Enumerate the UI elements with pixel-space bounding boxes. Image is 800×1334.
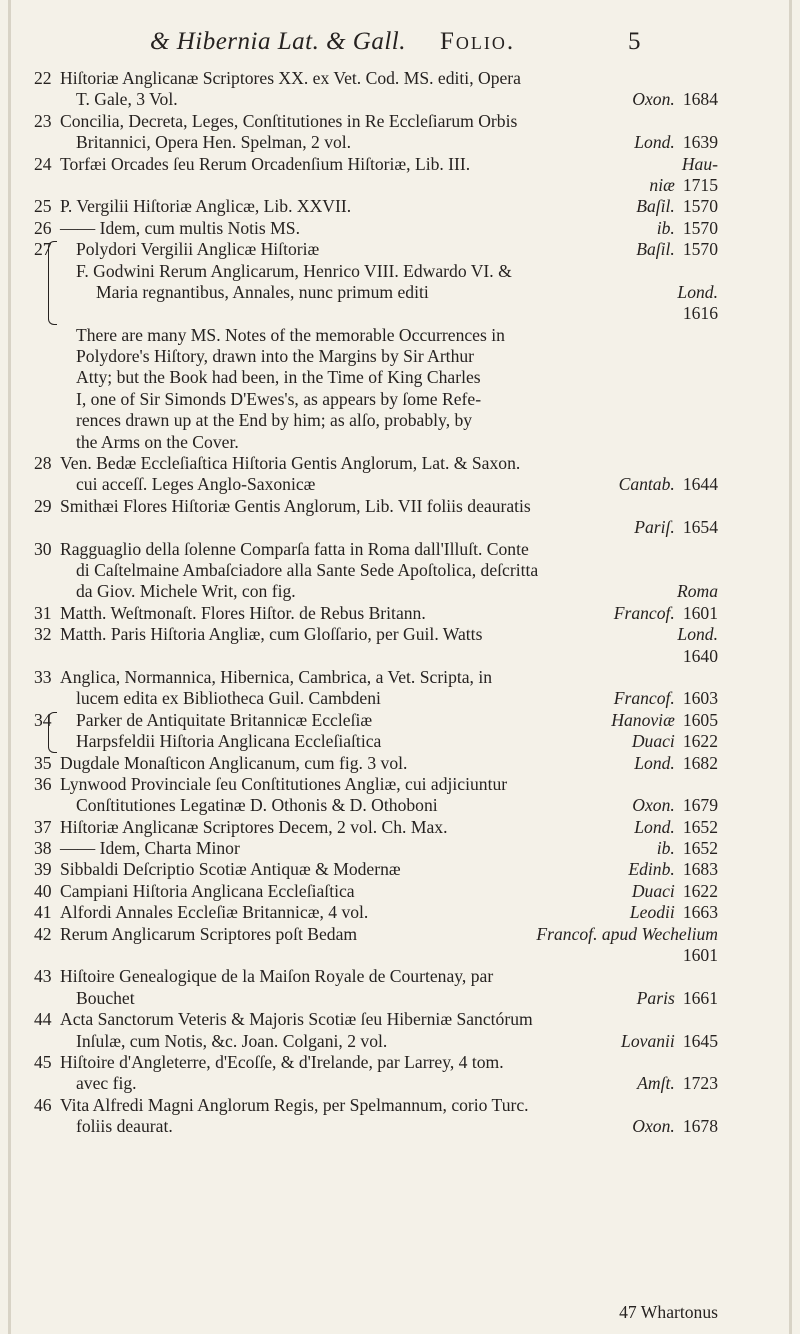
- imprint: [634, 132, 718, 153]
- catalogue-entry: [0, 881, 800, 902]
- entry-text: Torfæi Orcades ſeu Rerum Orcadenſium Hiſtoriæ, Lib. III.: [60, 153, 471, 174]
- entry-number: 23: [34, 110, 52, 131]
- entry-line: [0, 132, 800, 153]
- running-header: [0, 22, 800, 62]
- imprint: [621, 1031, 718, 1052]
- entry-text: Sibbaldi Deſcriptio Scotiæ Antiquæ & Modernæ: [60, 859, 401, 880]
- catalogue-entry: [0, 902, 800, 923]
- entry-text: P. Vergilii Hiſtoriæ Anglicæ, Lib. XXVII.: [60, 196, 352, 217]
- imprint-year: 1723: [682, 1073, 718, 1094]
- entry-line: [0, 453, 800, 474]
- entry-line: [0, 902, 800, 923]
- imprint-year: 1678: [682, 1116, 718, 1137]
- entry-text: Maria regnantibus, Annales, nunc primum editi: [96, 281, 429, 302]
- imprint-year: 1654: [682, 517, 718, 538]
- entry-line: [0, 838, 800, 859]
- imprint-year: 1622: [682, 880, 718, 901]
- entry-number: 44: [34, 1009, 52, 1030]
- entry-line: [0, 517, 800, 538]
- catchword: 47 Whartonus: [619, 1302, 718, 1322]
- imprint: [649, 175, 718, 196]
- imprint: [677, 282, 718, 303]
- catalogue-entry: [0, 239, 800, 453]
- imprint-year: 1601: [682, 602, 718, 623]
- imprint-year: 1639: [682, 132, 718, 153]
- entry-text: da Giov. Michele Writ, con fig.: [76, 581, 296, 602]
- entry-line: [0, 111, 800, 132]
- catalogue-entry: [0, 624, 800, 667]
- entry-line: [0, 624, 800, 645]
- catalogue-entry: [0, 838, 800, 859]
- catalogue-entry: [0, 218, 800, 239]
- imprint: [682, 154, 718, 175]
- imprint-year: 1605: [682, 709, 718, 730]
- imprint: [632, 89, 718, 110]
- imprint-place: Francof.: [613, 602, 675, 623]
- imprint-place: Pariſ.: [634, 517, 675, 538]
- imprint-place: Lond.: [634, 752, 675, 773]
- imprint-place: Roma: [676, 581, 718, 602]
- entry-line: [0, 1073, 800, 1094]
- entry-text: cui acceſſ. Leges Anglo-Saxonicæ: [76, 474, 316, 495]
- imprint: [634, 517, 718, 538]
- imprint-place: Lond.: [634, 816, 675, 837]
- entry-line: [0, 282, 800, 303]
- imprint: [614, 688, 718, 709]
- entry-number: 36: [34, 773, 52, 794]
- entry-line: [0, 1116, 800, 1137]
- entry-line: [0, 774, 800, 795]
- entry-text: Harpsfeldii Hiſtoria Anglicana Eccleſiaſtica: [76, 731, 382, 752]
- entry-line: [0, 581, 800, 602]
- entry-text: Parker de Antiquitate Britannicæ Eccleſiæ: [76, 709, 373, 730]
- entry-line: [0, 753, 800, 774]
- imprint: [636, 196, 718, 217]
- imprint-year: 1715: [682, 174, 718, 195]
- imprint-year: 1683: [682, 859, 718, 880]
- entry-number: 30: [34, 538, 52, 559]
- entry-number: 37: [34, 816, 52, 837]
- entry-text: T. Gale, 3 Vol.: [76, 89, 178, 110]
- entry-line: [0, 1009, 800, 1030]
- imprint: [632, 1116, 718, 1137]
- entry-text: Hiſtoire Genealogique de la Maiſon Royale de Courtenay, par: [60, 966, 494, 987]
- entry-line: [0, 89, 800, 110]
- entry-number: 29: [34, 495, 52, 516]
- entry-text: Smithæi Flores Hiſtoriæ Gentis Anglorum, Lib. VII foliis deauratis: [60, 495, 531, 516]
- entry-text: Dugdale Monaſticon Anglicanum, cum fig. 3 vol.: [60, 752, 408, 773]
- entry-line: [0, 603, 800, 624]
- entry-line: [0, 496, 800, 517]
- entry-line: [0, 303, 800, 324]
- entry-line: [0, 154, 800, 175]
- imprint-place: Lond.: [677, 281, 718, 302]
- catalogue-entry: [0, 667, 800, 710]
- entry-number: 34: [34, 709, 52, 730]
- imprint-place: Oxon.: [632, 795, 675, 816]
- entry-line: [0, 175, 800, 196]
- entry-line: [0, 988, 800, 1009]
- catalogue-entry: [0, 154, 800, 197]
- entry-line: [0, 731, 800, 752]
- imprint-year: 1570: [682, 239, 718, 260]
- catalogue-entry: [0, 496, 800, 539]
- entry-line: [0, 881, 800, 902]
- entry-text: lucem edita ex Bibliotheca Guil. Cambdeni: [76, 688, 381, 709]
- entry-text: Concilia, Decreta, Leges, Conſtitutiones in Re Eccleſiarum Orbis: [60, 110, 518, 131]
- imprint: [630, 902, 718, 923]
- imprint: [675, 945, 718, 966]
- entry-number: 43: [34, 966, 52, 987]
- imprint-year: 1661: [682, 987, 718, 1008]
- entry-line: [0, 667, 800, 688]
- catalogue-entry: [0, 196, 800, 217]
- imprint-year: 1679: [682, 795, 718, 816]
- entry-text: I, one of Sir Simonds D'Ewes's, as appears by ſome Refe-: [76, 388, 482, 409]
- entry-text: —— Idem, cum multis Notis MS.: [60, 217, 300, 238]
- entry-line: [0, 795, 800, 816]
- catalogue-entry: [0, 774, 800, 817]
- entry-line: [0, 432, 800, 453]
- entry-number: 42: [34, 923, 52, 944]
- imprint-year: 1616: [682, 303, 718, 324]
- entry-line: [0, 560, 800, 581]
- imprint-place: Hanoviæ: [611, 709, 675, 730]
- imprint: [611, 710, 718, 731]
- header-title: & Hibernia Lat. & Gall.: [150, 28, 406, 55]
- entry-line: [0, 688, 800, 709]
- imprint: [536, 924, 718, 945]
- entry-text: the Arms on the Cover.: [76, 431, 239, 452]
- imprint-place: ib.: [656, 838, 675, 859]
- entry-text: —— Idem, Charta Minor: [60, 838, 240, 859]
- entry-line: [0, 239, 800, 260]
- imprint: [657, 218, 718, 239]
- entry-text: Inſulæ, cum Notis, &c. Joan. Colgani, 2 vol.: [76, 1030, 388, 1051]
- entry-line: [0, 325, 800, 346]
- imprint: [628, 859, 718, 880]
- imprint-year: 1644: [682, 474, 718, 495]
- entry-number: 32: [34, 624, 52, 645]
- imprint-year: 1652: [682, 838, 718, 859]
- imprint: [637, 988, 718, 1009]
- entry-text: Ragguaglio della ſolenne Comparſa fatta in Roma dall'Illuſt. Conte: [60, 538, 529, 559]
- imprint-place: Lond.: [634, 132, 675, 153]
- imprint-place: Paris: [636, 987, 675, 1008]
- imprint-year: 1570: [682, 196, 718, 217]
- catalogue-entry: [0, 603, 800, 624]
- entry-number: 26: [34, 217, 52, 238]
- imprint: [632, 881, 718, 902]
- imprint-year: 1663: [682, 902, 718, 923]
- imprint: [634, 753, 718, 774]
- entry-text: Ven. Bedæ Eccleſiaſtica Hiſtoria Gentis Anglorum, Lat. & Saxon.: [60, 453, 521, 474]
- imprint-place: Duaci: [631, 731, 675, 752]
- entry-text: Rerum Anglicarum Scriptores poſt Bedam: [60, 923, 358, 944]
- entry-number: 40: [34, 880, 52, 901]
- entry-text: F. Godwini Rerum Anglicarum, Henrico VIII. Edwardo VI. &: [76, 260, 512, 281]
- imprint-year: 1684: [682, 89, 718, 110]
- imprint-place: Lond.: [677, 624, 718, 645]
- imprint: [634, 817, 718, 838]
- imprint-year: 1601: [682, 945, 718, 966]
- entry-number: 22: [34, 68, 52, 88]
- imprint-place: niæ: [649, 174, 675, 195]
- catalogue-entry: [0, 68, 800, 111]
- imprint: [637, 1073, 718, 1094]
- entry-line: [0, 196, 800, 217]
- catalogue-entry: [0, 453, 800, 496]
- entry-line: [0, 218, 800, 239]
- entry-text: Vita Alfredi Magni Anglorum Regis, per Spelmannum, corio Turc.: [60, 1094, 529, 1115]
- entry-line: [0, 539, 800, 560]
- entry-number: 39: [34, 859, 52, 880]
- imprint-year: 1645: [682, 1030, 718, 1051]
- entry-line: [0, 966, 800, 987]
- entry-text: Matth. Weſtmonaſt. Flores Hiſtor. de Rebus Britann.: [60, 602, 426, 623]
- entry-line: [0, 367, 800, 388]
- entry-number: 31: [34, 602, 52, 623]
- entry-text: There are many MS. Notes of the memorable Occurrences in: [76, 324, 505, 345]
- catalogue-entry: [0, 1009, 800, 1052]
- entry-text: di Caſtelmaine Ambaſciadore alla Sante Sede Apoſtolica, deſcritta: [76, 559, 539, 580]
- imprint-place: Francof.: [613, 688, 675, 709]
- imprint-place: Oxon.: [632, 89, 675, 110]
- entry-line: [0, 817, 800, 838]
- imprint: [619, 474, 718, 495]
- imprint-place: Hau-: [681, 153, 718, 174]
- imprint-place: Amſt.: [637, 1073, 675, 1094]
- entry-number: 28: [34, 453, 52, 474]
- entry-line: [0, 1052, 800, 1073]
- entry-text: Conſtitutiones Legatinæ D. Othonis & D. Othoboni: [76, 795, 438, 816]
- entry-line: [0, 1095, 800, 1116]
- entry-text: Matth. Paris Hiſtoria Angliæ, cum Gloſſario, per Guil. Watts: [60, 624, 483, 645]
- entry-number: 45: [34, 1051, 52, 1072]
- brace: [48, 712, 57, 753]
- entry-number: 27: [34, 239, 52, 260]
- imprint-year: 1682: [682, 752, 718, 773]
- catalogue-entry: [0, 710, 800, 753]
- entry-line: [0, 474, 800, 495]
- entry-text: Anglica, Normannica, Hibernica, Cambrica, a Vet. Scripta, in: [60, 666, 493, 687]
- imprint-year: 1603: [682, 688, 718, 709]
- imprint-place: Leodii: [629, 902, 675, 923]
- imprint-year: 1570: [682, 217, 718, 238]
- imprint: [675, 303, 718, 324]
- entry-text: Lynwood Provinciale ſeu Conſtitutiones Angliæ, cui adjiciuntur: [60, 773, 508, 794]
- entry-line: [0, 924, 800, 945]
- entry-number: 46: [34, 1094, 52, 1115]
- entry-text: Bouchet: [76, 987, 135, 1008]
- catalogue-entry: [0, 966, 800, 1009]
- entry-line: [0, 710, 800, 731]
- entry-number: 41: [34, 902, 52, 923]
- catalogue-entry: [0, 1052, 800, 1095]
- imprint-year: 1622: [682, 731, 718, 752]
- entry-line: [0, 410, 800, 431]
- imprint-place: Duaci: [631, 880, 675, 901]
- imprint: [614, 603, 718, 624]
- entry-text: Polydori Vergilii Anglicæ Hiſtoriæ: [76, 239, 320, 260]
- entry-number: 38: [34, 838, 52, 859]
- entry-number: 25: [34, 196, 52, 217]
- brace: [48, 241, 57, 325]
- imprint: [636, 239, 718, 260]
- catalogue-entry: [0, 111, 800, 154]
- entry-line: [0, 646, 800, 667]
- imprint-place: Oxon.: [632, 1116, 675, 1137]
- imprint-place: Cantab.: [618, 474, 675, 495]
- catalogue-entries: [0, 68, 800, 1138]
- entry-line: [0, 1031, 800, 1052]
- imprint-place: Edinb.: [628, 859, 675, 880]
- catalogue-entry: [0, 1095, 800, 1138]
- imprint-place: Francof. apud Wechelium: [536, 923, 718, 944]
- catalogue-entry: [0, 539, 800, 603]
- entry-text: Atty; but the Book had been, in the Time of King Charles: [76, 367, 481, 388]
- catalogue-entry: [0, 924, 800, 967]
- entry-text: Hiſtoire d'Angleterre, d'Ecoſſe, & d'Irelande, par Larrey, 4 tom.: [60, 1051, 504, 1072]
- imprint-year: 1640: [682, 645, 718, 666]
- imprint-place: Lovanii: [621, 1030, 675, 1051]
- imprint: [657, 838, 718, 859]
- imprint-place: Baſil.: [636, 239, 675, 260]
- entry-text: Campiani Hiſtoria Anglicana Eccleſiaſtica: [60, 880, 355, 901]
- entry-text: foliis deaurat.: [76, 1116, 173, 1137]
- imprint-place: ib.: [656, 217, 675, 238]
- imprint: [677, 581, 718, 602]
- header-folio: Folio.: [440, 28, 516, 55]
- imprint-year: 1652: [682, 816, 718, 837]
- entry-line: [0, 261, 800, 282]
- imprint: [677, 624, 718, 645]
- page-number: 5: [628, 28, 641, 55]
- imprint-place: Baſil.: [636, 196, 675, 217]
- entry-text: Britannici, Opera Hen. Spelman, 2 vol.: [76, 132, 352, 153]
- entry-line: [0, 859, 800, 880]
- catalogue-entry: [0, 817, 800, 838]
- entry-text: Polydore's Hiſtory, drawn into the Margins by Sir Arthur: [76, 346, 475, 367]
- entry-text: Alfordi Annales Eccleſiæ Britannicæ, 4 vol.: [60, 902, 369, 923]
- imprint: [675, 646, 718, 667]
- entry-line: [0, 346, 800, 367]
- entry-line: [0, 945, 800, 966]
- catalogue-entry: [0, 753, 800, 774]
- entry-line: [0, 68, 800, 89]
- entry-text: avec fig.: [76, 1073, 137, 1094]
- entry-text: Acta Sanctorum Veteris & Majoris Scotiæ ſeu Hiberniæ Sanctórum: [60, 1009, 533, 1030]
- entry-number: 35: [34, 752, 52, 773]
- entry-text: Hiſtoriæ Anglicanæ Scriptores Decem, 2 vol. Ch. Max.: [60, 816, 448, 837]
- entry-line: [0, 389, 800, 410]
- imprint: [632, 795, 718, 816]
- entry-text: rences drawn up at the End by him; as alſo, probably, by: [76, 410, 473, 431]
- entry-number: 33: [34, 666, 52, 687]
- imprint: [632, 731, 718, 752]
- entry-number: 24: [34, 153, 52, 174]
- entry-text: Hiſtoriæ Anglicanæ Scriptores XX. ex Vet. Cod. MS. editi, Opera: [60, 68, 521, 88]
- catalogue-entry: [0, 859, 800, 880]
